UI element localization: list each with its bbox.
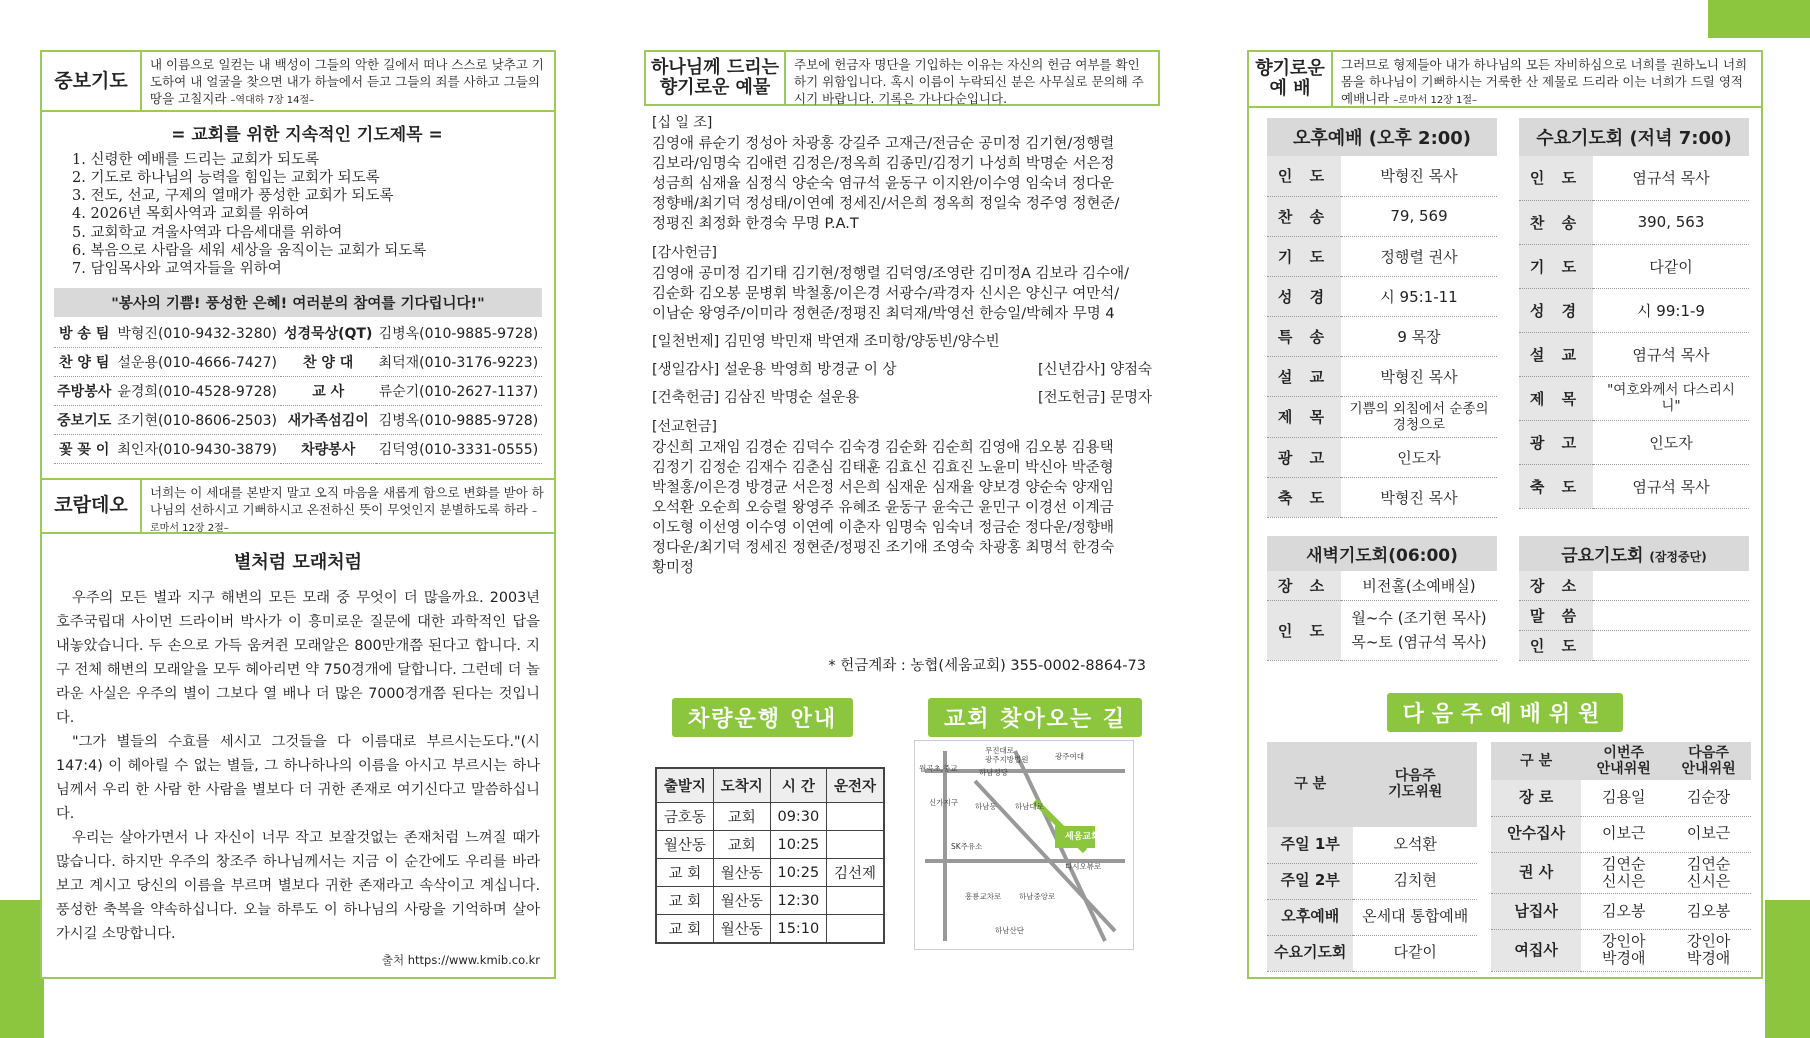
worship-value: 시 99:1-9 — [1593, 288, 1749, 332]
service-contact: 최인자(010-9430-3879) — [114, 434, 280, 463]
worship-role: 설 교 — [1267, 356, 1341, 396]
friday-role: 말 씀 — [1519, 600, 1593, 630]
bus-header: 운전자 — [827, 768, 884, 803]
church-map — [914, 740, 1134, 950]
worship-value: 인도자 — [1593, 420, 1749, 464]
friday-prayer — [1519, 536, 1749, 661]
dawn-title: 새벽기도회(06:00) — [1267, 536, 1497, 571]
committee-member: 오석환 — [1353, 827, 1477, 863]
worship-value: 인도자 — [1341, 437, 1497, 477]
topic-item: 2. 기도로 하나님의 능력을 힘입는 교회가 되도록 — [72, 170, 380, 187]
afternoon-table — [1267, 156, 1497, 518]
worship-title: 향기로운 예 배 — [1249, 52, 1333, 106]
bus-cell: 10:25 — [770, 859, 826, 887]
friday-value — [1593, 600, 1749, 630]
map-label: 하남산단 — [995, 926, 1024, 935]
worship-value: 염규석 목사 — [1593, 332, 1749, 376]
service-role: 중보기도 — [54, 405, 114, 434]
service-contact: 최덕재(010-3176-9223) — [376, 347, 542, 376]
next-committee-badge: 다음주예배위원 — [1249, 693, 1761, 732]
prayer-topics — [42, 112, 554, 282]
committee-row — [1267, 863, 1477, 899]
bus-cell: 금호동 — [656, 803, 713, 831]
map-label: SK주유소 — [951, 842, 983, 851]
bus-row — [656, 915, 884, 944]
essay-paragraph: "그가 별들의 수효를 세시고 그것들을 다 이름대로 부르시는도다."(시 147:4) 이 헤아릴 수 없는 별들, 그 하나하나의 이름을 아시고 부르시는 하나님께서 우리 한 사람 한 사람을 별보다 더 귀한 존재로 여기신다고 말씀하십니다. — [56, 733, 540, 823]
dawn-prayer — [1267, 536, 1497, 661]
worship-value: 박형진 목사 — [1341, 477, 1497, 517]
worship-value: 염규석 목사 — [1593, 156, 1749, 200]
topic-item: 6. 복음으로 사람을 세워 세상을 움직이는 교회가 되도록 — [72, 242, 427, 259]
coram-verse: 너희는 이 세대를 본받지 말고 오직 마음을 새롭게 함으로 변화를 받아 하나님의 선하시고 기뻐하시고 온전하신 뜻이 무엇인지 분별하도록 하라 –로마서 12장 2절– — [150, 484, 544, 534]
bus-row — [656, 859, 884, 887]
afternoon-service — [1267, 118, 1497, 518]
friday-title: 금요기도회 (잠정중단) — [1519, 536, 1749, 571]
daily-offering: [일천번제] 김민영 박민재 박연재 조미항/양동빈/양수빈 — [652, 334, 1000, 350]
worship-row — [1267, 356, 1497, 396]
worship-value: 박형진 목사 — [1341, 356, 1497, 396]
service-contact: 김덕영(010-3331-0555) — [376, 434, 542, 463]
committee-header: 이번주 안내위원 — [1581, 742, 1666, 780]
account-info: * 헌금계좌 : 농협(세움교회) 355-0002-8864-73 — [828, 658, 1146, 674]
committee-header: 구 분 — [1491, 742, 1581, 780]
worship-row — [1519, 376, 1749, 420]
mission-label: [선교헌금] — [652, 419, 718, 435]
worship-row — [1267, 316, 1497, 356]
bus-cell — [827, 915, 884, 944]
worship-verse: 그러므로 형제들아 내가 하나님의 모든 자비하심으로 너희를 권하노니 너희 몸을 하나님이 기뻐하시는 거룩한 산 제물로 드리라 이는 너희가 드릴 영적 예배니라 –로마서 12장 1절– — [1341, 57, 1748, 106]
committee-role: 주일 2부 — [1267, 863, 1353, 899]
friday-value — [1593, 571, 1749, 601]
worship-row — [1267, 437, 1497, 477]
newyear-offering: [신년감사] 양점숙 — [1038, 362, 1152, 378]
committee-row — [1491, 930, 1751, 972]
coram-title: 코람데오 — [42, 480, 142, 532]
service-contact: 설운용(010-4666-7427) — [114, 347, 280, 376]
service-role: 주방봉사 — [54, 376, 114, 405]
tithe-names: 김영애 류순기 정성아 차광홍 강길주 고재근/전금순 공미정 김기현/정행렬 김보라/임명숙 김애련 김정은/정옥희 김종민/김정기 나성희 박명순 서은정 성금희 심재율 심정식 양순숙 염규석 윤동구 이지완/이수영 임숙녀 정다운 정향배/최기덕 정성태/이연예 정세진/서은희 정옥희 정일숙 정주영 정현준/정평진 최정화 한경숙 무명 P.A.T — [652, 136, 1120, 232]
service-row — [54, 319, 542, 348]
topic-item: 1. 신령한 예배를 드리는 교회가 되도록 — [72, 152, 319, 168]
worship-row — [1519, 244, 1749, 288]
committee-role: 오후예배 — [1267, 899, 1353, 935]
worship-role: 특 송 — [1267, 316, 1341, 356]
worship-row — [1267, 276, 1497, 316]
topics-title: = 교회를 위한 지속적인 기도제목 = — [171, 125, 443, 145]
offering-list — [644, 106, 1160, 578]
map-badge: 교회 찾아오는 길 — [928, 698, 1142, 737]
topic-item: 3. 전도, 선교, 구제의 열매가 풍성한 교회가 되도록 — [72, 188, 394, 205]
bus-cell: 월산동 — [656, 831, 713, 859]
map-label: 하남중앙로 — [1019, 892, 1056, 901]
worship-value: 9 목장 — [1341, 316, 1497, 356]
committee-member: 강인아 박경애 — [1581, 930, 1666, 972]
committee-role: 장 로 — [1491, 780, 1581, 816]
map-label: 세움교회 — [1065, 832, 1100, 842]
bus-header: 출발지 — [656, 768, 713, 803]
committee-member: 이보근 — [1666, 816, 1751, 852]
committee-header: 구 분 — [1267, 742, 1353, 827]
worship-role: 기 도 — [1519, 244, 1593, 288]
service-table — [54, 319, 542, 464]
right-panel — [1247, 50, 1763, 979]
committee-member: 강인아 박경애 — [1666, 930, 1751, 972]
service-role: 새가족섬김이 — [281, 405, 376, 434]
friday-row — [1519, 600, 1749, 630]
afternoon-title: 오후예배 (오후 2:00) — [1267, 118, 1497, 156]
friday-role: 장 소 — [1519, 571, 1593, 601]
worship-row — [1267, 156, 1497, 196]
worship-role: 축 도 — [1267, 477, 1341, 517]
worship-role: 찬 송 — [1519, 200, 1593, 244]
committee-member: 김순장 — [1666, 780, 1751, 816]
service-row — [54, 376, 542, 405]
committee-header: 다음주 기도위원 — [1353, 742, 1477, 827]
committee-role: 안수집사 — [1491, 816, 1581, 852]
worship-row — [1519, 288, 1749, 332]
committee-role: 주일 1부 — [1267, 827, 1353, 863]
left-panel — [40, 50, 556, 979]
service-role: 성경묵상(QT) — [281, 319, 376, 348]
committee-member: 김연순 신시은 — [1581, 852, 1666, 894]
worship-row — [1519, 332, 1749, 376]
thanks-names: 김영애 공미정 김기태 김기현/정행렬 김덕영/조영란 김미정A 김보라 김수애/김순화 김오봉 문병휘 박철홍/이은경 서광수/곽경자 신시은 양신구 여만석/이남순 왕영주/이미라 정현준/정평진 최덕재/박영선 한승일/박혜자 무명 4 — [652, 266, 1130, 322]
service-contact: 윤경희(010-4528-9728) — [114, 376, 280, 405]
worship-value: 390, 563 — [1593, 200, 1749, 244]
service-contact: 김병옥(010-9885-9728) — [376, 319, 542, 348]
service-banner: "봉사의 기쁨! 풍성한 은혜! 여러분의 참여를 기다립니다!" — [54, 288, 542, 317]
bus-cell: 월산동 — [713, 887, 770, 915]
worship-role: 기 도 — [1267, 236, 1341, 276]
topic-item: 7. 담임목사와 교역자들을 위하여 — [72, 260, 282, 277]
worship-role: 성 경 — [1267, 276, 1341, 316]
service-contact: 류순기(010-2627-1137) — [376, 376, 542, 405]
essay-title: 별처럼 모래처럼 — [234, 551, 362, 573]
committee-member: 김오봉 — [1666, 894, 1751, 930]
committee-member: 다같이 — [1353, 935, 1477, 971]
thanks-label: [감사헌금] — [652, 245, 718, 261]
service-row — [54, 405, 542, 434]
bus-row — [656, 887, 884, 915]
map-label: 디시오뷰로 — [1065, 862, 1102, 871]
building-offering: [건축헌금] 김삼진 박명순 설운용 — [652, 390, 860, 406]
bus-header-row — [656, 768, 884, 803]
map-label: 광주여대 — [1055, 752, 1084, 761]
worship-role: 제 목 — [1519, 376, 1593, 420]
committee-member: 김오봉 — [1581, 894, 1666, 930]
service-contact: 조기현(010-8606-2503) — [114, 405, 280, 434]
friday-value — [1593, 630, 1749, 660]
worship-row — [1519, 200, 1749, 244]
committee-header-row — [1491, 742, 1751, 780]
bus-row — [656, 831, 884, 859]
service-section — [54, 288, 542, 464]
topic-item: 5. 교회학교 겨울사역과 다음세대를 위하여 — [72, 224, 343, 241]
committee-row — [1491, 816, 1751, 852]
committee-role: 권 사 — [1491, 852, 1581, 894]
worship-role: 인 도 — [1267, 156, 1341, 196]
bus-row — [656, 803, 884, 831]
worship-role: 광 고 — [1519, 420, 1593, 464]
middle-panel — [644, 50, 1160, 979]
committee-header-row — [1267, 742, 1477, 827]
committee-row — [1267, 935, 1477, 971]
bus-cell — [827, 887, 884, 915]
bus-cell: 월산동 — [713, 915, 770, 944]
service-row — [54, 434, 542, 463]
worship-role: 성 경 — [1519, 288, 1593, 332]
tithe-label: [십 일 조] — [652, 115, 713, 131]
offering-notice: 주보에 헌금자 명단을 기입하는 이유는 자신의 헌금 여부를 확인하기 위함입니다. 혹시 이름이 누락되신 분은 사무실로 문의해 주시기 바랍니다. 기록은 가나다순입니다. — [794, 57, 1144, 106]
dawn-lead-label: 인 도 — [1267, 600, 1341, 660]
committee-row — [1491, 894, 1751, 930]
wednesday-service — [1519, 118, 1749, 518]
service-role: 교 사 — [281, 376, 376, 405]
committee-member: 김연순 신시은 — [1666, 852, 1751, 894]
birthday-offering: [생일감사] 설운용 박영희 방경균 이 상 — [652, 362, 897, 378]
mission-names: 강신희 고재임 김경순 김덕수 김숙경 김순화 김순희 김영애 김오봉 김용택 김정기 김정순 김재수 김춘심 김태훈 김효신 김효진 노윤미 박신아 박준형 박철홍/이은경 방경균 서은정 서은희 심재운 심재율 양보경 양순숙 양재임 오석환 오순희 오승렬 왕영주 유혜조 윤동구 윤숙근 윤민구 이경선 이계금 이도형 이선영 이수영 이연예 이춘자 임명숙 임숙녀 정금순 정다운/정향배 정다운/최기덕 정세진 정현준/정평진 조기애 조영숙 차광홍 최명석 한경숙 황미정 — [652, 440, 1115, 576]
offering-title: 하나님께 드리는 향기로운 예물 — [646, 52, 786, 104]
committee-role: 수요기도회 — [1267, 935, 1353, 971]
friday-row — [1519, 630, 1749, 660]
bus-cell: 김선제 — [827, 859, 884, 887]
worship-value: 염규석 목사 — [1593, 464, 1749, 508]
bus-cell: 교 회 — [656, 859, 713, 887]
bus-cell — [827, 803, 884, 831]
service-role: 차량봉사 — [281, 434, 376, 463]
prayer-title: 중보기도 — [42, 52, 142, 110]
worship-role: 찬 송 — [1267, 196, 1341, 236]
worship-value: 박형진 목사 — [1341, 156, 1497, 196]
worship-value: 시 95:1-11 — [1341, 276, 1497, 316]
worship-row — [1267, 396, 1497, 437]
committee-row — [1267, 827, 1477, 863]
dawn-place-label: 장 소 — [1267, 571, 1341, 601]
service-role: 꽃 꽂 이 — [54, 434, 114, 463]
worship-value: 다같이 — [1593, 244, 1749, 288]
committee-member: 김치현 — [1353, 863, 1477, 899]
bus-table — [655, 767, 885, 944]
bus-header: 시 간 — [770, 768, 826, 803]
committee-header: 다음주 안내위원 — [1666, 742, 1751, 780]
map-label: 광주지방법원 — [985, 755, 1029, 764]
worship-role: 축 도 — [1519, 464, 1593, 508]
map-label: 월곡초,중교 — [919, 764, 958, 773]
bus-cell: 15:10 — [770, 915, 826, 944]
worship-row — [1519, 420, 1749, 464]
wednesday-title: 수요기도회 (저녁 7:00) — [1519, 118, 1749, 156]
bus-cell: 월산동 — [713, 859, 770, 887]
worship-row — [1267, 196, 1497, 236]
map-label: 하남동 — [975, 802, 997, 811]
bus-cell: 교회 — [713, 831, 770, 859]
wednesday-table — [1519, 156, 1749, 509]
worship-value: 정행렬 권사 — [1341, 236, 1497, 276]
committee-role: 여집사 — [1491, 930, 1581, 972]
evangel-offering: [전도헌금] 문명자 — [1038, 390, 1152, 406]
dawn-lead-2: 목~토 (염규석 목사) — [1351, 633, 1487, 652]
dawn-place: 비전홀(소예배실) — [1341, 571, 1497, 601]
map-label: 무진대로 — [985, 746, 1014, 755]
worship-role: 인 도 — [1519, 156, 1593, 200]
bus-badge: 차량운행 안내 — [672, 698, 853, 737]
map-label: 하남성당 — [979, 768, 1008, 777]
committee-member: 김용일 — [1581, 780, 1666, 816]
worship-value: 기쁨의 외침에서 순종의 경청으로 — [1341, 396, 1497, 437]
worship-row — [1267, 236, 1497, 276]
corner-accent — [1765, 900, 1810, 1038]
committee-row — [1491, 852, 1751, 894]
committee-row — [1491, 780, 1751, 816]
worship-row — [1519, 464, 1749, 508]
service-contact: 김병옥(010-9885-9728) — [376, 405, 542, 434]
service-contact: 박형진(010-9432-3280) — [114, 319, 280, 348]
committee-row — [1267, 899, 1477, 935]
friday-table — [1519, 571, 1749, 661]
committee-member: 이보근 — [1581, 816, 1666, 852]
service-role: 방 송 팀 — [54, 319, 114, 348]
worship-row — [1519, 156, 1749, 200]
worship-value: "여호와께서 다스리시니" — [1593, 376, 1749, 420]
usher-committee-table — [1491, 742, 1751, 972]
service-role: 찬 양 대 — [281, 347, 376, 376]
committee-role: 남집사 — [1491, 894, 1581, 930]
prayer-verse: 내 이름으로 일컫는 내 백성이 그들의 악한 길에서 떠나 스스로 낮추고 기도하여 내 얼굴을 찾으면 내가 하늘에서 듣고 그들의 죄를 사하고 그들의 땅을 고칠지라 –역대하 7장 14절– — [150, 57, 544, 106]
worship-role: 광 고 — [1267, 437, 1341, 477]
essay — [42, 534, 554, 968]
worship-row — [1267, 477, 1497, 517]
bus-cell: 교 회 — [656, 887, 713, 915]
worship-role: 제 목 — [1267, 396, 1341, 437]
bus-cell: 교회 — [713, 803, 770, 831]
map-label: 신가지구 — [929, 798, 958, 807]
committee-member: 온세대 통합예배 — [1353, 899, 1477, 935]
service-row — [54, 347, 542, 376]
worship-value: 79, 569 — [1341, 196, 1497, 236]
bus-cell — [827, 831, 884, 859]
corner-accent — [0, 900, 44, 1038]
map-label: 흥룡교차로 — [965, 892, 1002, 901]
map-label: 하남대로 — [1015, 802, 1044, 811]
worship-role: 설 교 — [1519, 332, 1593, 376]
bus-cell: 10:25 — [770, 831, 826, 859]
essay-paragraph: 우주의 모든 별과 지구 해변의 모든 모래 중 무엇이 더 많을까요. 2003년 호주국립대 사이먼 드라이버 박사가 이 흥미로운 질문에 대한 과학적인 답을 내놓았습니다. 두 손으로 가득 움켜쥔 모래알은 800만개쯤 된다고 합니다. 지구 전체 해변의 모래알을 모두 헤아리면 약 750경개에 달합니다. 그런데 더 놀라운 사실은 우주의 별이 그보다 열 배나 더 많은 7000경개쯤 된다는 것입니다. — [56, 589, 540, 726]
essay-paragraph: 우리는 살아가면서 나 자신이 너무 작고 보잘것없는 존재처럼 느껴질 때가 많습니다. 하지만 우주의 창조주 하나님께서는 지금 이 순간에도 우리를 바라보고 계시고 당신의 이름을 부르며 별보다 귀한 존재라고 속삭이고 계십니다. 풍성한 축복을 약속하십니다. 오늘 하루도 이 하나님의 사랑을 기억하며 살아가시길 소망합니다. — [56, 830, 540, 943]
bus-cell: 12:30 — [770, 887, 826, 915]
corner-accent — [1708, 0, 1810, 38]
friday-role: 인 도 — [1519, 630, 1593, 660]
bus-cell: 09:30 — [770, 803, 826, 831]
friday-row — [1519, 571, 1749, 601]
bus-cell: 교 회 — [656, 915, 713, 944]
prayer-committee-table — [1267, 742, 1477, 972]
bus-header: 도착지 — [713, 768, 770, 803]
essay-source: 출처 https://www.kmib.co.kr — [381, 953, 540, 968]
topic-item: 4. 2026년 목회사역과 교회를 위하여 — [72, 206, 310, 223]
service-role: 찬 양 팀 — [54, 347, 114, 376]
dawn-lead-1: 월~수 (조기현 목사) — [1351, 609, 1487, 628]
